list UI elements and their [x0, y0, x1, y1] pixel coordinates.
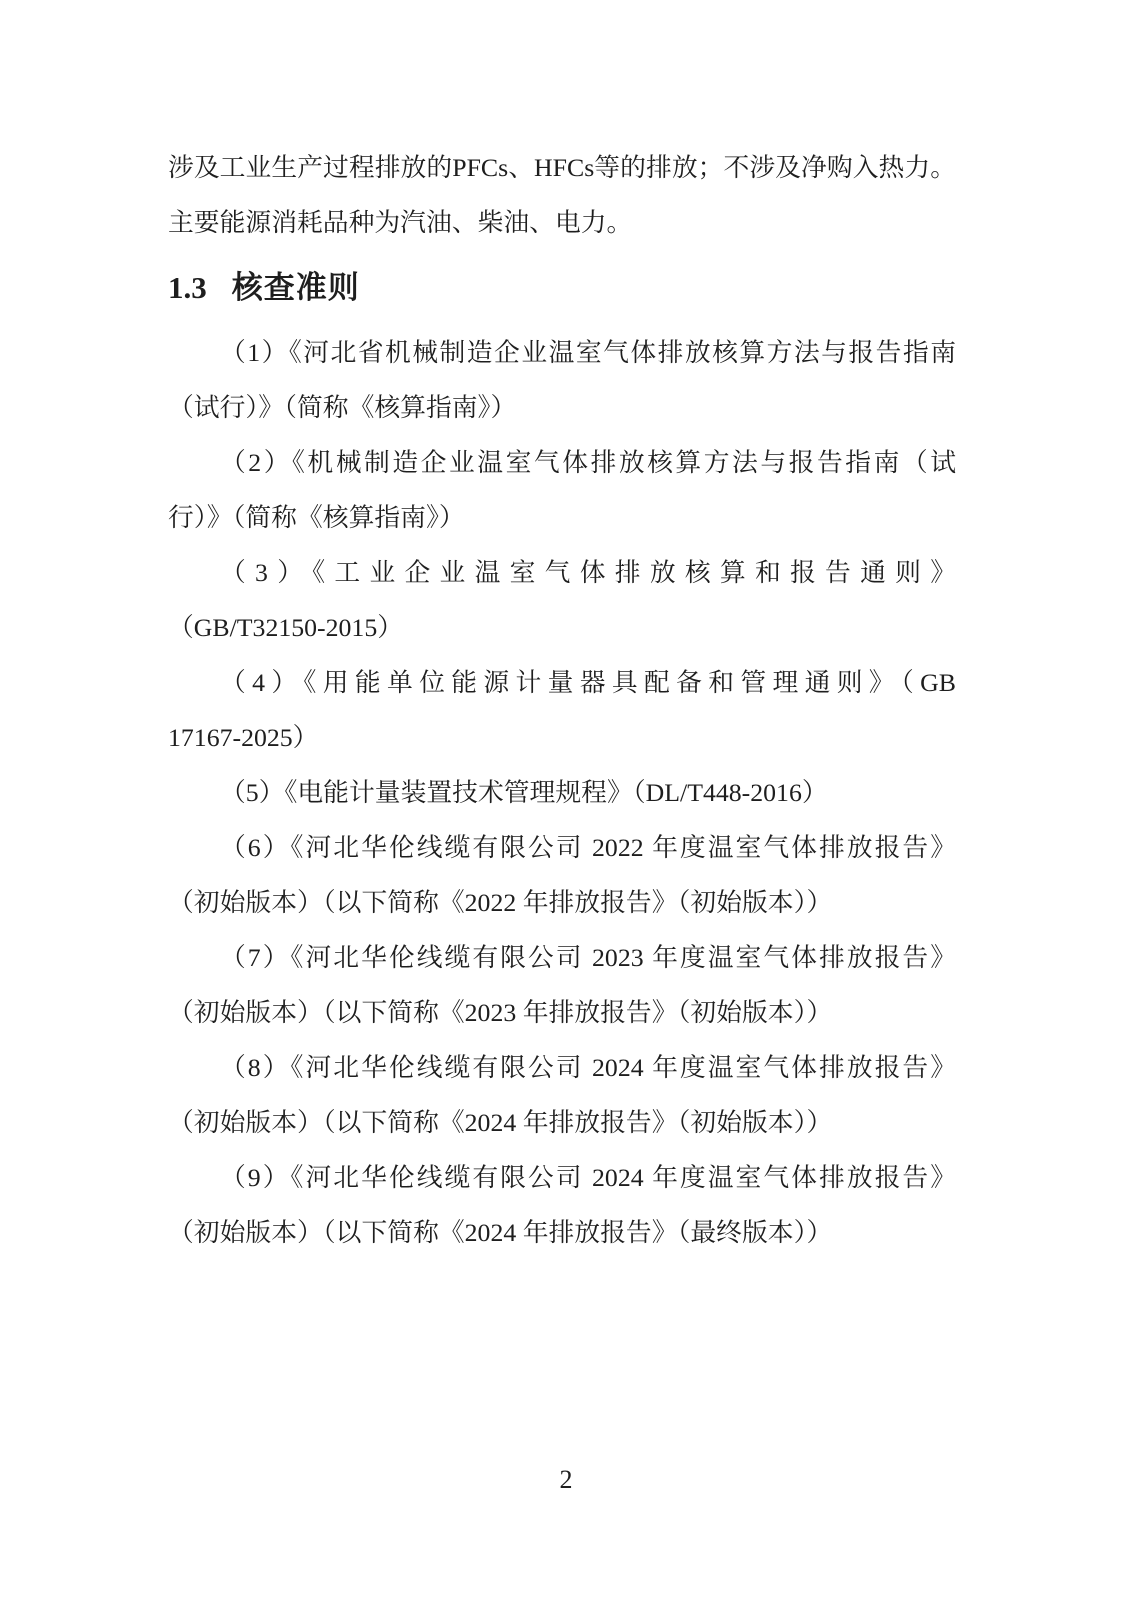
paragraph-line: （初始版本）（以下简称《2024 年排放报告》（最终版本）） — [168, 1218, 833, 1247]
paragraph-line: （3）《工业企业温室气体排放核算和报告通则》 — [220, 558, 956, 587]
paragraph-line: （5）《电能计量装置技术管理规程》（DL/T448-2016） — [220, 778, 828, 807]
paragraph-line: （初始版本）（以下简称《2022 年排放报告》（初始版本）） — [168, 888, 833, 917]
page-number: 2 — [559, 1465, 573, 1494]
paragraph-line: （初始版本）（以下简称《2024 年排放报告》（初始版本）） — [168, 1108, 833, 1137]
paragraph-line: （4）《用能单位能源计量器具配备和管理通则》（GB — [220, 668, 956, 697]
paragraph-line: （6）《河北华伦线缆有限公司 2022 年度温室气体排放报告》 — [220, 833, 956, 862]
paragraph-line: （9）《河北华伦线缆有限公司 2024 年度温室气体排放报告》 — [220, 1163, 956, 1192]
content-area — [168, 140, 956, 1260]
paragraph-line: 主要能源消耗品种为汽油、柴油、电力。 — [168, 208, 633, 237]
paragraph-line: 17167-2025） — [168, 723, 319, 752]
paragraph-line: 行）》（简称《核算指南》） — [168, 503, 465, 532]
paragraph-line: （7）《河北华伦线缆有限公司 2023 年度温室气体排放报告》 — [220, 943, 956, 972]
paragraph-line: （2）《机械制造企业温室气体排放核算方法与报告指南（试 — [220, 448, 956, 477]
paragraph-line: （GB/T32150-2015） — [168, 613, 404, 642]
paragraph-line: （1）《河北省机械制造企业温室气体排放核算方法与报告指南 — [220, 338, 956, 367]
paragraph-line: （初始版本）（以下简称《2023 年排放报告》（初始版本）） — [168, 998, 833, 1027]
paragraph-line: （8）《河北华伦线缆有限公司 2024 年度温室气体排放报告》 — [220, 1053, 956, 1082]
section-heading-title: 核查准则 — [231, 270, 360, 305]
section-heading-number: 1.3 — [168, 270, 207, 305]
paragraph-line: 涉及工业生产过程排放的PFCs、HFCs等的排放；不涉及净购入热力。 — [168, 153, 956, 182]
paragraph-line: （试行）》（简称《核算指南》） — [168, 393, 517, 422]
section-heading — [168, 260, 956, 315]
